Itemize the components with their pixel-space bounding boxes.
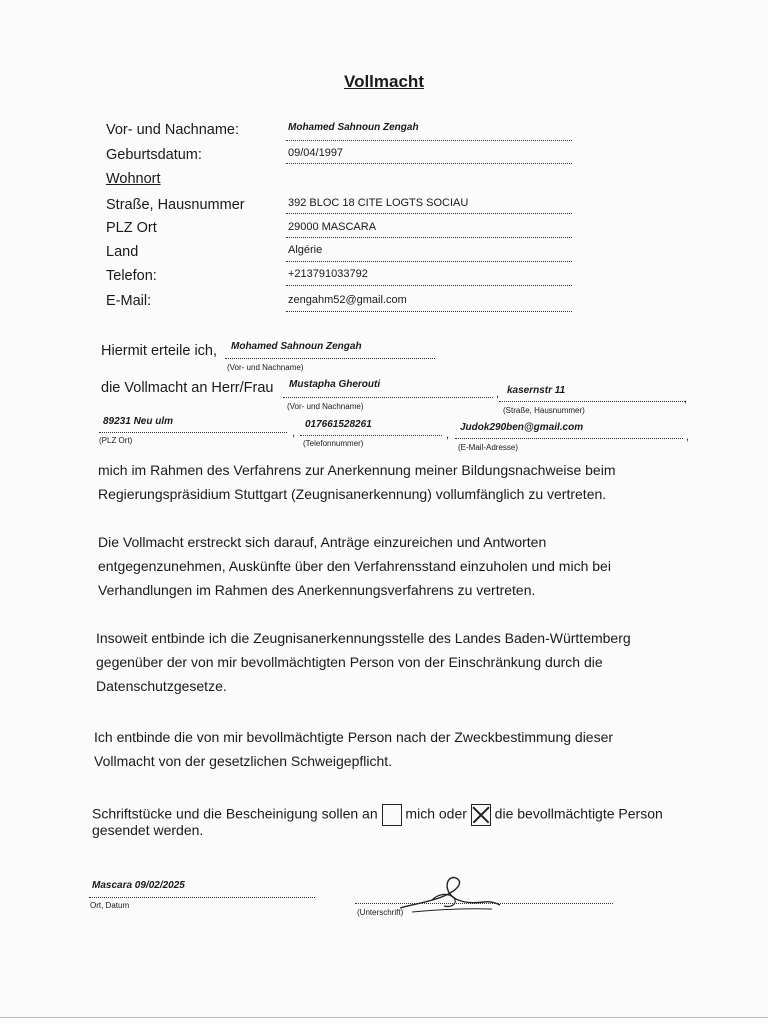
birthdate-value: 09/04/1997 (288, 147, 344, 159)
grantor-name: Mohamed Sahnoun Zengah (231, 341, 362, 352)
plz-label: PLZ Ort (106, 220, 157, 236)
grant-intro: Hiermit erteile ich, (101, 343, 218, 359)
grantor-dotted-line (225, 358, 435, 359)
plz-dotted-line (286, 237, 572, 238)
checkbox-self[interactable] (382, 804, 402, 826)
page-bottom-edge (0, 1017, 768, 1018)
agent-plz: 89231 Neu ulm (103, 416, 174, 427)
agent-plz-comma: , (292, 427, 296, 439)
agent-plz-caption: (PLZ Ort) (99, 436, 133, 445)
agent-email-caption: (E-Mail-Adresse) (458, 443, 519, 452)
paragraph-4-line-2: Vollmacht von der gesetzlichen Schweigepflicht. (94, 753, 393, 769)
phone-label: Telefon: (106, 268, 157, 284)
signature-caption: (Unterschrift) (357, 908, 404, 917)
phone-value: +213791033792 (288, 268, 368, 280)
agent-email-comma: , (686, 431, 690, 443)
agent-street: kasernstr 11 (507, 385, 566, 396)
agent-email-dotted-line (455, 438, 683, 439)
agent-street-caption: (Straße, Hausnummer) (503, 406, 585, 415)
agent-phone-caption: (Telefonnummer) (303, 439, 364, 448)
name-label: Vor- und Nachname: (106, 122, 239, 138)
paragraph-1-line-1: mich im Rahmen des Verfahrens zur Anerkennung meiner Bildungsnachweise beim (98, 462, 616, 478)
phone-dotted-line (286, 285, 572, 286)
agent-plz-dotted-line (99, 432, 287, 433)
paragraph-2 (98, 530, 611, 602)
plz-value: 29000 MASCARA (288, 221, 377, 233)
agent-name-comma: , (496, 388, 500, 400)
delivery-option-agent: die bevollmächtigte Person (494, 805, 663, 822)
paragraph-1 (98, 458, 616, 506)
country-label: Land (106, 244, 139, 260)
delivery-option-self: mich oder (405, 805, 467, 822)
agent-street-dotted-line (499, 401, 685, 402)
paragraph-4-line-1: Ich entbinde die von mir bevollmächtigte Person nach der Zweckbestimmung dieser (94, 729, 614, 745)
paragraph-2-line-1: Die Vollmacht erstreckt sich darauf, Anträge einzureichen und Antworten (98, 534, 547, 550)
agent-name: Mustapha Gherouti (289, 379, 381, 390)
grantor-caption: (Vor- und Nachname) (227, 363, 304, 372)
agent-phone-comma: , (446, 429, 450, 441)
delivery-line-2: gesendet werden. (92, 822, 204, 838)
place-date-caption: Ort, Datum (90, 901, 130, 910)
name-value: Mohamed Sahnoun Zengah (288, 122, 419, 133)
agent-phone-dotted-line (300, 435, 442, 436)
paragraph-2-line-3: Verhandlungen im Rahmen des Anerkennungsverfahrens zu vertreten. (98, 582, 536, 598)
handwritten-signature (392, 872, 502, 917)
place-date-value: Mascara 09/02/2025 (92, 880, 185, 891)
agent-street-comma: , (684, 393, 688, 405)
checkbox-agent[interactable] (471, 804, 491, 826)
agent-email: Judok290ben@gmail.com (460, 422, 584, 433)
name-dotted-line (286, 140, 572, 141)
paragraph-3-line-3: Datenschutzgesetze. (96, 678, 227, 694)
place-date-dotted-line (89, 897, 315, 898)
delivery-text: Schriftstücke und die Bescheinigung sollen an (92, 805, 378, 822)
paragraph-3-line-2: gegenüber der von mir bevollmächtigten Person von der Einschränkung durch die (96, 654, 603, 670)
agent-name-caption: (Vor- und Nachname) (287, 402, 364, 411)
paragraph-1-line-2: Regierungspräsidium Stuttgart (Zeugnisanerkennung) vollumfänglich zu vertreten. (98, 486, 607, 502)
email-value: zengahm52@gmail.com (288, 294, 407, 306)
email-label: E-Mail: (106, 293, 152, 309)
street-value: 392 BLOC 18 CITE LOGTS SOCIAU (288, 197, 469, 209)
document-title: Vollmacht (344, 72, 424, 91)
agent-phone: 017661528261 (305, 419, 372, 430)
street-dotted-line (286, 213, 572, 214)
birthdate-label: Geburtsdatum: (106, 147, 202, 163)
paragraph-4 (94, 725, 613, 773)
residence-heading: Wohnort (106, 171, 161, 187)
paragraph-2-line-2: entgegenzunehmen, Auskünfte über den Verfahrensstand einzuholen und mich bei (98, 558, 611, 574)
street-label: Straße, Hausnummer (106, 197, 245, 213)
birthdate-dotted-line (286, 163, 572, 164)
agent-to-label: die Vollmacht an Herr/Frau (101, 380, 274, 396)
paragraph-3 (96, 626, 631, 698)
paragraph-3-line-1: Insoweit entbinde ich die Zeugnisanerkennungsstelle des Landes Baden-Württemberg (96, 630, 631, 646)
signature-dotted-line (355, 903, 613, 904)
country-dotted-line (286, 261, 572, 262)
email-dotted-line (286, 311, 572, 312)
country-value: Algérie (288, 244, 323, 256)
agent-name-dotted-line (283, 397, 493, 398)
